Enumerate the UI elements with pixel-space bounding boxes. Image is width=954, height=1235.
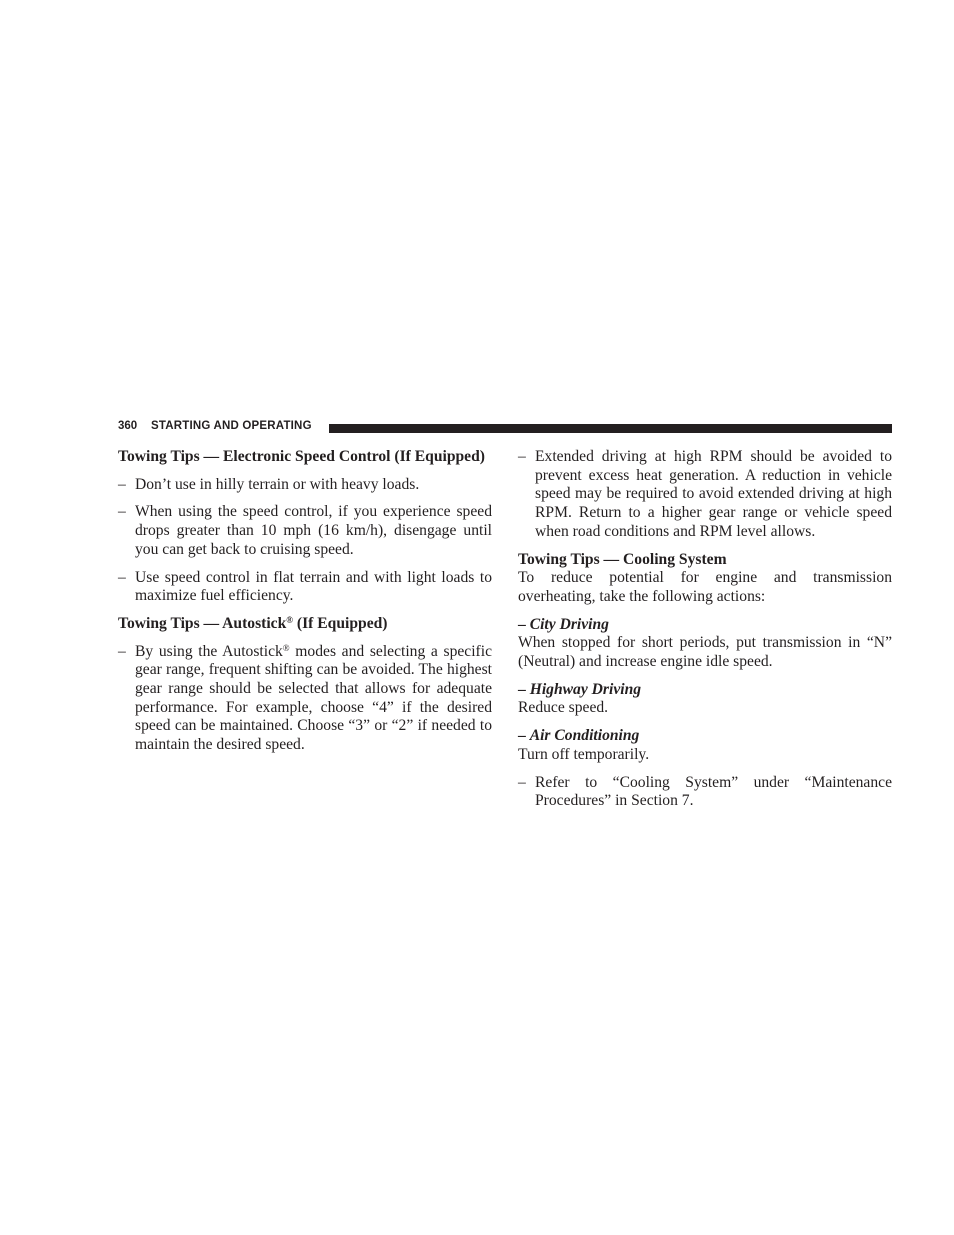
speed-control-tip-3 bbox=[118, 569, 492, 606]
cooling-system-heading: Towing Tips — Cooling System bbox=[518, 550, 727, 568]
city-driving-text: When stopped for short periods, put transmission in “N” (Neutral) and increase engine idle speed. bbox=[518, 634, 892, 671]
section-title: STARTING AND OPERATING bbox=[151, 420, 312, 432]
air-conditioning-label: – Air Conditioning bbox=[518, 727, 640, 745]
air-conditioning-text: Turn off temporarily. bbox=[518, 745, 650, 763]
right-column bbox=[518, 448, 892, 820]
dash-bullet: – bbox=[518, 448, 526, 465]
dash-bullet: – bbox=[118, 642, 126, 660]
header-rule bbox=[329, 424, 892, 433]
page-number: 360 bbox=[118, 420, 138, 432]
tip-text: When using the speed control, if you experience speed drops greater than 10 mph (16 km/h), disengage until you can get back to cruising speed. bbox=[135, 503, 492, 558]
cooling-intro: To reduce potential for engine and transmission overheating, take the following actions: bbox=[518, 569, 892, 605]
registered-mark: ® bbox=[282, 642, 290, 653]
tip-text: Refer to “Cooling System” under “Maintenance Procedures” in Section 7. bbox=[535, 773, 892, 810]
rpm-tip bbox=[518, 448, 892, 542]
tip-text: Don’t use in hilly terrain or with heavy loads. bbox=[135, 475, 420, 493]
left-column bbox=[118, 448, 492, 764]
tip-text: Use speed control in flat terrain and with light loads to maximize fuel efficiency. bbox=[135, 568, 492, 605]
speed-control-heading: Towing Tips — Electronic Speed Control (If Equipped) bbox=[118, 448, 485, 465]
dash-bullet: – bbox=[118, 568, 126, 586]
highway-driving-text: Reduce speed. bbox=[518, 699, 609, 717]
page-header bbox=[118, 419, 892, 435]
city-driving-label: – City Driving bbox=[518, 615, 609, 633]
highway-driving-label: – Highway Driving bbox=[518, 680, 642, 698]
speed-control-tip-2 bbox=[118, 503, 492, 559]
speed-control-tip-1 bbox=[118, 476, 492, 495]
dash-bullet: – bbox=[518, 773, 526, 791]
autostick-tip: – By using the Autostick® modes and selecting a specific gear range, frequent shifting can be avoided. The highest gear range should be selected that allows for adequate performance. For example, choose “4” if the desired speed can be maintained. Choose “3” or “2” if needed to maintain the desired speed. bbox=[118, 642, 492, 754]
autostick-heading: Towing Tips — Autostick® (If Equipped) bbox=[118, 614, 388, 632]
registered-mark: ® bbox=[286, 614, 294, 625]
dash-bullet: – bbox=[118, 503, 126, 521]
tip-text: Extended driving at high RPM should be avoided to prevent excess heat generation. A reduction in vehicle speed may be required to avoid extended driving at high RPM. Return to a higher gear range or vehicle speed when road conditions and RPM level allows. bbox=[535, 448, 892, 540]
refer-cooling-tip bbox=[518, 774, 892, 811]
dash-bullet: – bbox=[118, 475, 126, 493]
